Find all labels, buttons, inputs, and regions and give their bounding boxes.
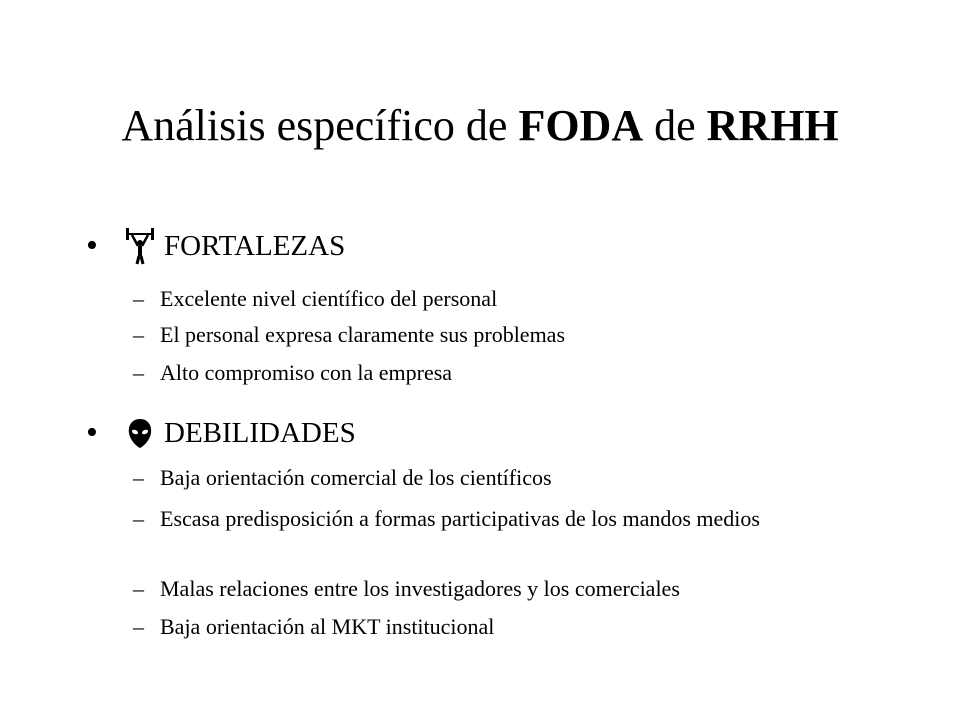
list-item <box>133 360 840 386</box>
alien-head-icon <box>124 413 156 453</box>
list-item <box>133 576 840 602</box>
list-item <box>133 506 820 532</box>
list-item-text: Baja orientación comercial de los científicos <box>160 465 552 490</box>
bullet-dot: • <box>86 227 98 264</box>
slide-title <box>0 98 960 154</box>
dash-marker: – <box>133 614 144 639</box>
bullet-dot: • <box>86 414 98 451</box>
title-part-3: de <box>643 101 707 150</box>
list-item <box>133 286 840 312</box>
section-fortalezas <box>86 226 345 266</box>
dash-marker: – <box>133 465 144 490</box>
weightlifter-icon <box>124 226 156 266</box>
list-item-text: El personal expresa claramente sus problemas <box>160 322 566 347</box>
list-item-text: Excelente nivel científico del personal <box>160 286 498 311</box>
dash-marker: – <box>133 576 144 601</box>
title-part-1: Análisis específico de <box>121 101 519 150</box>
list-item-text: Baja orientación al MKT institucional <box>160 614 495 639</box>
dash-marker: – <box>133 322 144 347</box>
dash-marker: – <box>133 360 144 385</box>
list-item-text: Alto compromiso con la empresa <box>160 360 453 385</box>
dash-marker: – <box>133 506 144 531</box>
list-item-text: Escasa predisposición a formas participativas de los mandos medios <box>160 506 760 531</box>
list-item <box>133 465 840 491</box>
section-label: FORTALEZAS <box>164 230 346 262</box>
dash-marker: – <box>133 286 144 311</box>
section-label: DEBILIDADES <box>164 417 356 449</box>
list-item <box>133 614 840 640</box>
section-debilidades <box>86 413 356 453</box>
title-part-2: FODA <box>518 101 644 150</box>
list-item <box>133 322 840 348</box>
title-part-4: RRHH <box>706 101 839 150</box>
list-item-text: Malas relaciones entre los investigadores y los comerciales <box>160 576 680 601</box>
